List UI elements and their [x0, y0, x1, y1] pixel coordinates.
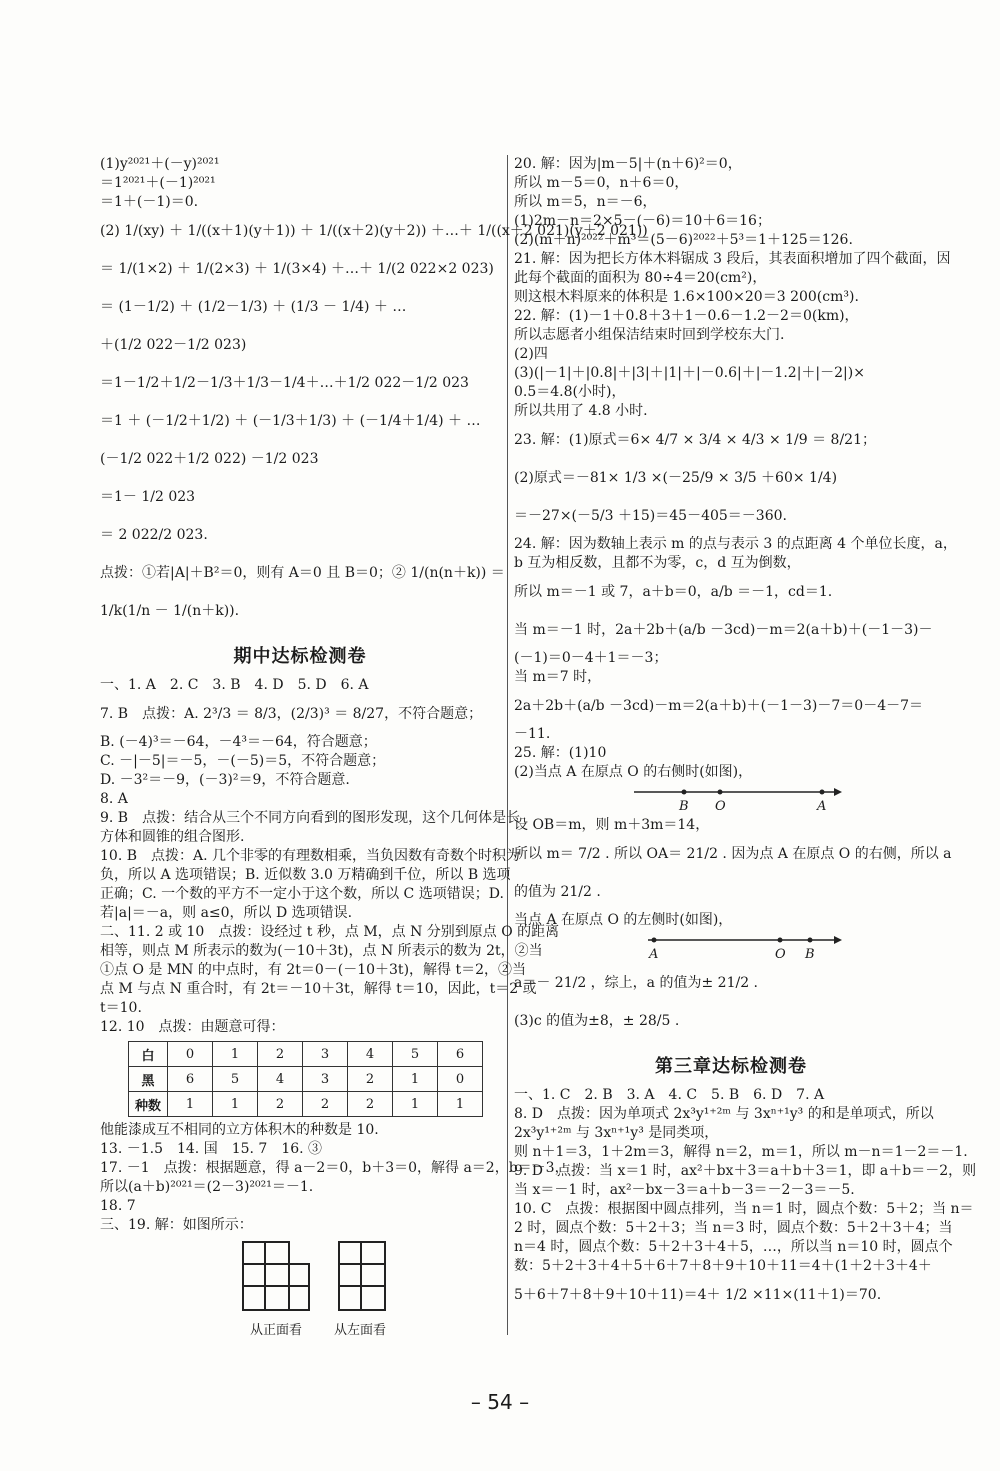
text-line: t＝10.: [100, 1000, 142, 1016]
text-line: －11.: [514, 726, 551, 742]
text-line: B. (－4)³＝－64，－4³＝－64，符合题意；: [100, 734, 377, 750]
table-cell: 2: [258, 1042, 303, 1067]
text-line: 0.5＝4.8(小时)，: [514, 384, 626, 400]
text-line: 正确；C. 一个数的平方不一定小于这个数，所以 C 选项错误；D.: [100, 886, 504, 902]
text-line: (3)(|－1|＋|0.8|＋|3|＋|1|＋|－0.6|＋|－1.2|＋|－2|)×: [514, 365, 865, 381]
table-cell: 2: [303, 1092, 348, 1117]
text-line: ＝－27×(－5/3 ＋15)＝45－405＝－360.: [514, 508, 787, 524]
text-line: 一、1. C 2. B 3. A 4. C 5. B 6. D 7. A: [514, 1087, 825, 1103]
right-solutions-b: [514, 816, 952, 930]
table-cell: 2: [348, 1067, 393, 1092]
text-line: (2)(m＋n)²⁰²²＋m³＝(5－6)²⁰²²＋5³＝1＋125＝126.: [514, 232, 853, 248]
left-view-grid: [338, 1241, 386, 1311]
text-line: 23. 解：(1)原式＝6× 4/7 × 3/4 × 4/3 × 1/9 ＝ 8/21；: [514, 432, 876, 448]
numline2-label-o: O: [775, 947, 786, 962]
text-line: ＝ (1－1/2) ＋ (1/2－1/3) ＋ (1/3 － 1/4) ＋ …: [100, 299, 407, 315]
right-solutions-c: [514, 964, 948, 1040]
text-line: 所以 m－5＝0，n＋6＝0，: [514, 175, 689, 191]
text-line: 所以共用了 4.8 小时.: [514, 403, 648, 419]
text-line: ①点 O 是 MN 的中点时，有 2t＝0－(－10＋3t)，解得 t＝2，②当: [100, 962, 527, 978]
table-row: [129, 1067, 483, 1092]
table-cell: 6: [168, 1067, 213, 1092]
right-solutions-a: [514, 155, 957, 782]
text-line: 18. 7: [100, 1198, 136, 1214]
text-line: 所以 m＝ 7/2 . 所以 OA＝ 21/2 . 因为点 A 在原点 O 的右侧，所以 a: [514, 846, 952, 862]
text-line: 10. B 点拨：A. 几个非零的有理数相乘，当负因数有奇数个时积为: [100, 848, 521, 864]
text-line: 10. C 点拨：根据图中圆点排列，当 n＝1 时，圆点个数：5＋2；当 n＝: [514, 1201, 974, 1217]
text-line: 点 M 与点 N 重合时，有 2t＝－10＋3t，解得 t＝10，因此，t＝2 或: [100, 981, 537, 997]
table-cell: 1: [213, 1042, 258, 1067]
text-line: 所以 m＝5，n＝－6，: [514, 194, 657, 210]
table-row: [129, 1042, 483, 1067]
table-cell: 4: [258, 1067, 303, 1092]
numline1-label-b: B: [679, 799, 689, 814]
text-line: 则这根木料原来的体积是 1.6×100×20＝3 200(cm³).: [514, 289, 859, 305]
text-line: 他能漆成互不相同的立方体积木的种数是 10.: [100, 1122, 379, 1138]
table-cell: 0: [168, 1042, 213, 1067]
table-row: [129, 1092, 483, 1117]
front-view-grid-extra: [286, 1263, 310, 1311]
table-cell: 3: [303, 1042, 348, 1067]
text-line: D. －3²＝－9，(－3)²＝9，不符合题意.: [100, 772, 350, 788]
text-line: 负，所以 A 选项错误；B. 近似数 3.0 万精确到千位，所以 B 选项: [100, 867, 511, 883]
table-cell: 1: [213, 1092, 258, 1117]
numline1-label-o: O: [715, 799, 726, 814]
table-cell: 2: [258, 1092, 303, 1117]
text-line: 7. B 点拨：A. 2³/3 ＝ 8/3，(2/3)³ ＝ 8/27，不符合题意；: [100, 706, 483, 722]
text-line: (1)2m－n＝2×5－(－6)＝10＋6＝16；: [514, 213, 771, 229]
text-line: ＝1²⁰²¹＋(－1)²⁰²¹: [100, 175, 216, 191]
text-line: ＋(1/2 022－1/2 023): [100, 337, 247, 353]
numline1-label-a: A: [817, 799, 827, 814]
text-line: 9. B 点拨：结合从三个不同方向看到的图形发现，这个几何体是长: [100, 810, 521, 826]
row-header: 黑: [129, 1067, 168, 1092]
cube-count-table: [128, 1041, 483, 1117]
text-line: 22. 解：(1)－1＋0.8＋3＋1－0.6－1.2－2＝0(km)，: [514, 308, 859, 324]
text-line: 9. D 点拨：当 x＝1 时，ax²＋bx＋3＝a＋b＋3＝1，即 a＋b＝－2，则: [514, 1163, 977, 1179]
text-line: 方体和圆锥的组合图形.: [100, 829, 245, 845]
text-line: 一、1. A 2. C 3. B 4. D 5. D 6. A: [100, 677, 369, 693]
text-line: 三、19. 解：如图所示：: [100, 1217, 253, 1233]
text-line: 2a＋2b＋(a/b －3cd)－m＝2(a＋b)＋(－1－3)－7＝0－4－7＝: [514, 698, 924, 714]
text-line: 若|a|＝－a，则 a≤0，所以 D 选项错误.: [100, 905, 353, 921]
front-view-label: 从正面看: [250, 1323, 303, 1338]
table-cell: 3: [303, 1067, 348, 1092]
text-line: b 互为相反数，且都不为零，c，d 互为倒数，: [514, 555, 801, 571]
text-line: 的值为 21/2 .: [514, 884, 601, 900]
text-line: 8. D 点拨：因为单项式 2x³y¹⁺²ᵐ 与 3xⁿ⁺¹y³ 的和是单项式，所以: [514, 1106, 934, 1122]
text-line: 13. －1.5 14. 国 15. 7 16. ③: [100, 1141, 323, 1157]
text-line: a＝－ 21/2 ，综上，a 的值为± 21/2 .: [514, 975, 759, 991]
front-view-grid: [242, 1241, 290, 1311]
text-line: 则 n＋1＝3，1＋2m＝3，解得 n＝2，m＝1，所以 m－n＝1－2＝－1.: [514, 1144, 968, 1160]
text-line: ＝1 ＋ (－1/2＋1/2) ＋ (－1/3＋1/3) ＋ (－1/4＋1/4) ＋ …: [100, 413, 481, 429]
text-line: (－1/2 022＋1/2 022) －1/2 023: [100, 451, 319, 467]
text-line: 当点 A 在原点 O 的左侧时(如图)，: [514, 912, 733, 928]
table-cell: 1: [168, 1092, 213, 1117]
midterm-title: 期中达标检测卷: [233, 646, 367, 667]
text-line: 2 时，圆点个数：5＋2＋3；当 n＝3 时，圆点个数：5＋2＋3＋4；当: [514, 1220, 953, 1236]
text-line: 所以 m＝－1 或 7，a＋b＝0，a/b ＝－1，cd＝1.: [514, 584, 833, 600]
three-views-figure: [100, 1241, 500, 1351]
chapter3-answers: [514, 1086, 977, 1314]
text-line: 当 m＝7 时，: [514, 669, 602, 685]
text-line: (2) 1/(xy) ＋ 1/((x＋1)(y＋1)) ＋ 1/((x＋2)(y＋2)) ＋…＋ 1/((x＋2 021)(y＋2 021)): [100, 223, 648, 239]
numline2-label-a: A: [649, 947, 659, 962]
text-line: (－1)＝0－4＋1＝－3；: [514, 650, 668, 666]
right-column: [514, 155, 977, 1314]
numline2-label-b: B: [805, 947, 815, 962]
table-cell: 2: [348, 1092, 393, 1117]
table-cell: 6: [438, 1042, 483, 1067]
page-number: – 54 –: [470, 1390, 530, 1414]
text-line: 5＋6＋7＋8＋9＋10＋11)＝4＋ 1/2 ×11×(11＋1)＝70.: [514, 1287, 882, 1303]
text-line: (3)c 的值为±8，± 28/5 .: [514, 1013, 680, 1029]
text-line: 8. A: [100, 791, 128, 807]
text-line: 2x³y¹⁺²ᵐ 与 3xⁿ⁺¹y³ 是同类项，: [514, 1125, 719, 1141]
text-line: 二、11. 2 或 10 点拨：设经过 t 秒，点 M，点 N 分别到原点 O 的距离: [100, 924, 560, 940]
text-line: 21. 解：因为把长方体木料锯成 3 段后，其表面积增加了四个截面，因: [514, 251, 951, 267]
row-header: 白: [129, 1042, 168, 1067]
text-line: ＝ 1/(1×2) ＋ 1/(2×3) ＋ 1/(3×4) ＋…＋ 1/(2 022×2 023): [100, 261, 494, 277]
text-line: 当 x＝－1 时，ax²－bx－3＝a＋b－3＝－2－3＝－5.: [514, 1182, 855, 1198]
number-line-left-case: [514, 930, 948, 964]
text-line: 设 OB＝m，则 m＋3m＝14，: [514, 817, 710, 833]
text-line: 24. 解：因为数轴上表示 m 的点与表示 3 的点距离 4 个单位长度，a，: [514, 536, 957, 552]
left-view-label: 从左面看: [334, 1323, 387, 1338]
text-line: 相等，则点 M 所表示的数为(－10＋3t)，点 N 所表示的数为 2t，②当: [100, 943, 543, 959]
row-header: 种数: [129, 1092, 168, 1117]
text-line: 20. 解：因为|m－5|＋(n＋6)²＝0，: [514, 156, 742, 172]
table-cell: 4: [348, 1042, 393, 1067]
text-line: ＝1－1/2＋1/2－1/3＋1/3－1/4＋…＋1/2 022－1/2 023: [100, 375, 469, 391]
table-cell: 5: [393, 1042, 438, 1067]
text-line: (2)原式＝－81× 1/3 ×(－25/9 × 3/5 ＋60× 1/4): [514, 470, 838, 486]
text-line: 12. 10 点拨：由题意可得：: [100, 1019, 285, 1035]
text-line: C. －|－5|＝－5，－(－5)＝5，不符合题意；: [100, 753, 386, 769]
table-cell: 0: [438, 1067, 483, 1092]
text-line: 所以志愿者小组保洁结束时回到学校东大门.: [514, 327, 785, 343]
chapter3-title: 第三章达标检测卷: [655, 1056, 807, 1077]
text-line: ＝ 2 022/2 023.: [100, 527, 208, 543]
column-divider: [507, 155, 508, 1335]
table-cell: 1: [438, 1092, 483, 1117]
text-line: (2)当点 A 在原点 O 的右侧时(如图)，: [514, 764, 753, 780]
text-line: ＝1＋(－1)＝0.: [100, 194, 199, 210]
table-cell: 5: [213, 1067, 258, 1092]
table-cell: 1: [393, 1067, 438, 1092]
text-line: 1/k(1/n － 1/(n＋k)).: [100, 603, 240, 619]
text-line: 25. 解：(1)10: [514, 745, 607, 761]
text-line: (1)y²⁰²¹＋(－y)²⁰²¹: [100, 156, 220, 172]
number-line-right-case: [514, 782, 948, 816]
table-cell: 1: [393, 1092, 438, 1117]
text-line: 此每个截面的面积为 80÷4＝20(cm²)，: [514, 270, 767, 286]
text-line: (2)四: [514, 346, 548, 362]
text-line: 点拨：①若|A|＋B²＝0，则有 A＝0 且 B＝0；② 1/(n(n＋k)) ＝: [100, 565, 505, 581]
text-line: 17. －1 点拨：根据题意，得 a－2＝0，b＋3＝0，解得 a＝2，b＝－3，: [100, 1160, 569, 1176]
midterm-answers-continued: [100, 1121, 569, 1235]
text-line: n＝4 时，圆点个数：5＋2＋3＋4＋5，…，所以当 n＝10 时，圆点个: [514, 1239, 953, 1255]
text-line: 所以(a＋b)²⁰²¹＝(2－3)²⁰²¹＝－1.: [100, 1179, 314, 1195]
text-line: 当 m＝－1 时，2a＋2b＋(a/b －3cd)－m＝2(a＋b)＋(－1－3)－: [514, 622, 933, 638]
text-line: ＝1－ 1/2 023: [100, 489, 196, 505]
text-line: 数：5＋2＋3＋4＋5＋6＋7＋8＋9＋10＋11＝4＋(1＋2＋3＋4＋: [514, 1258, 932, 1274]
